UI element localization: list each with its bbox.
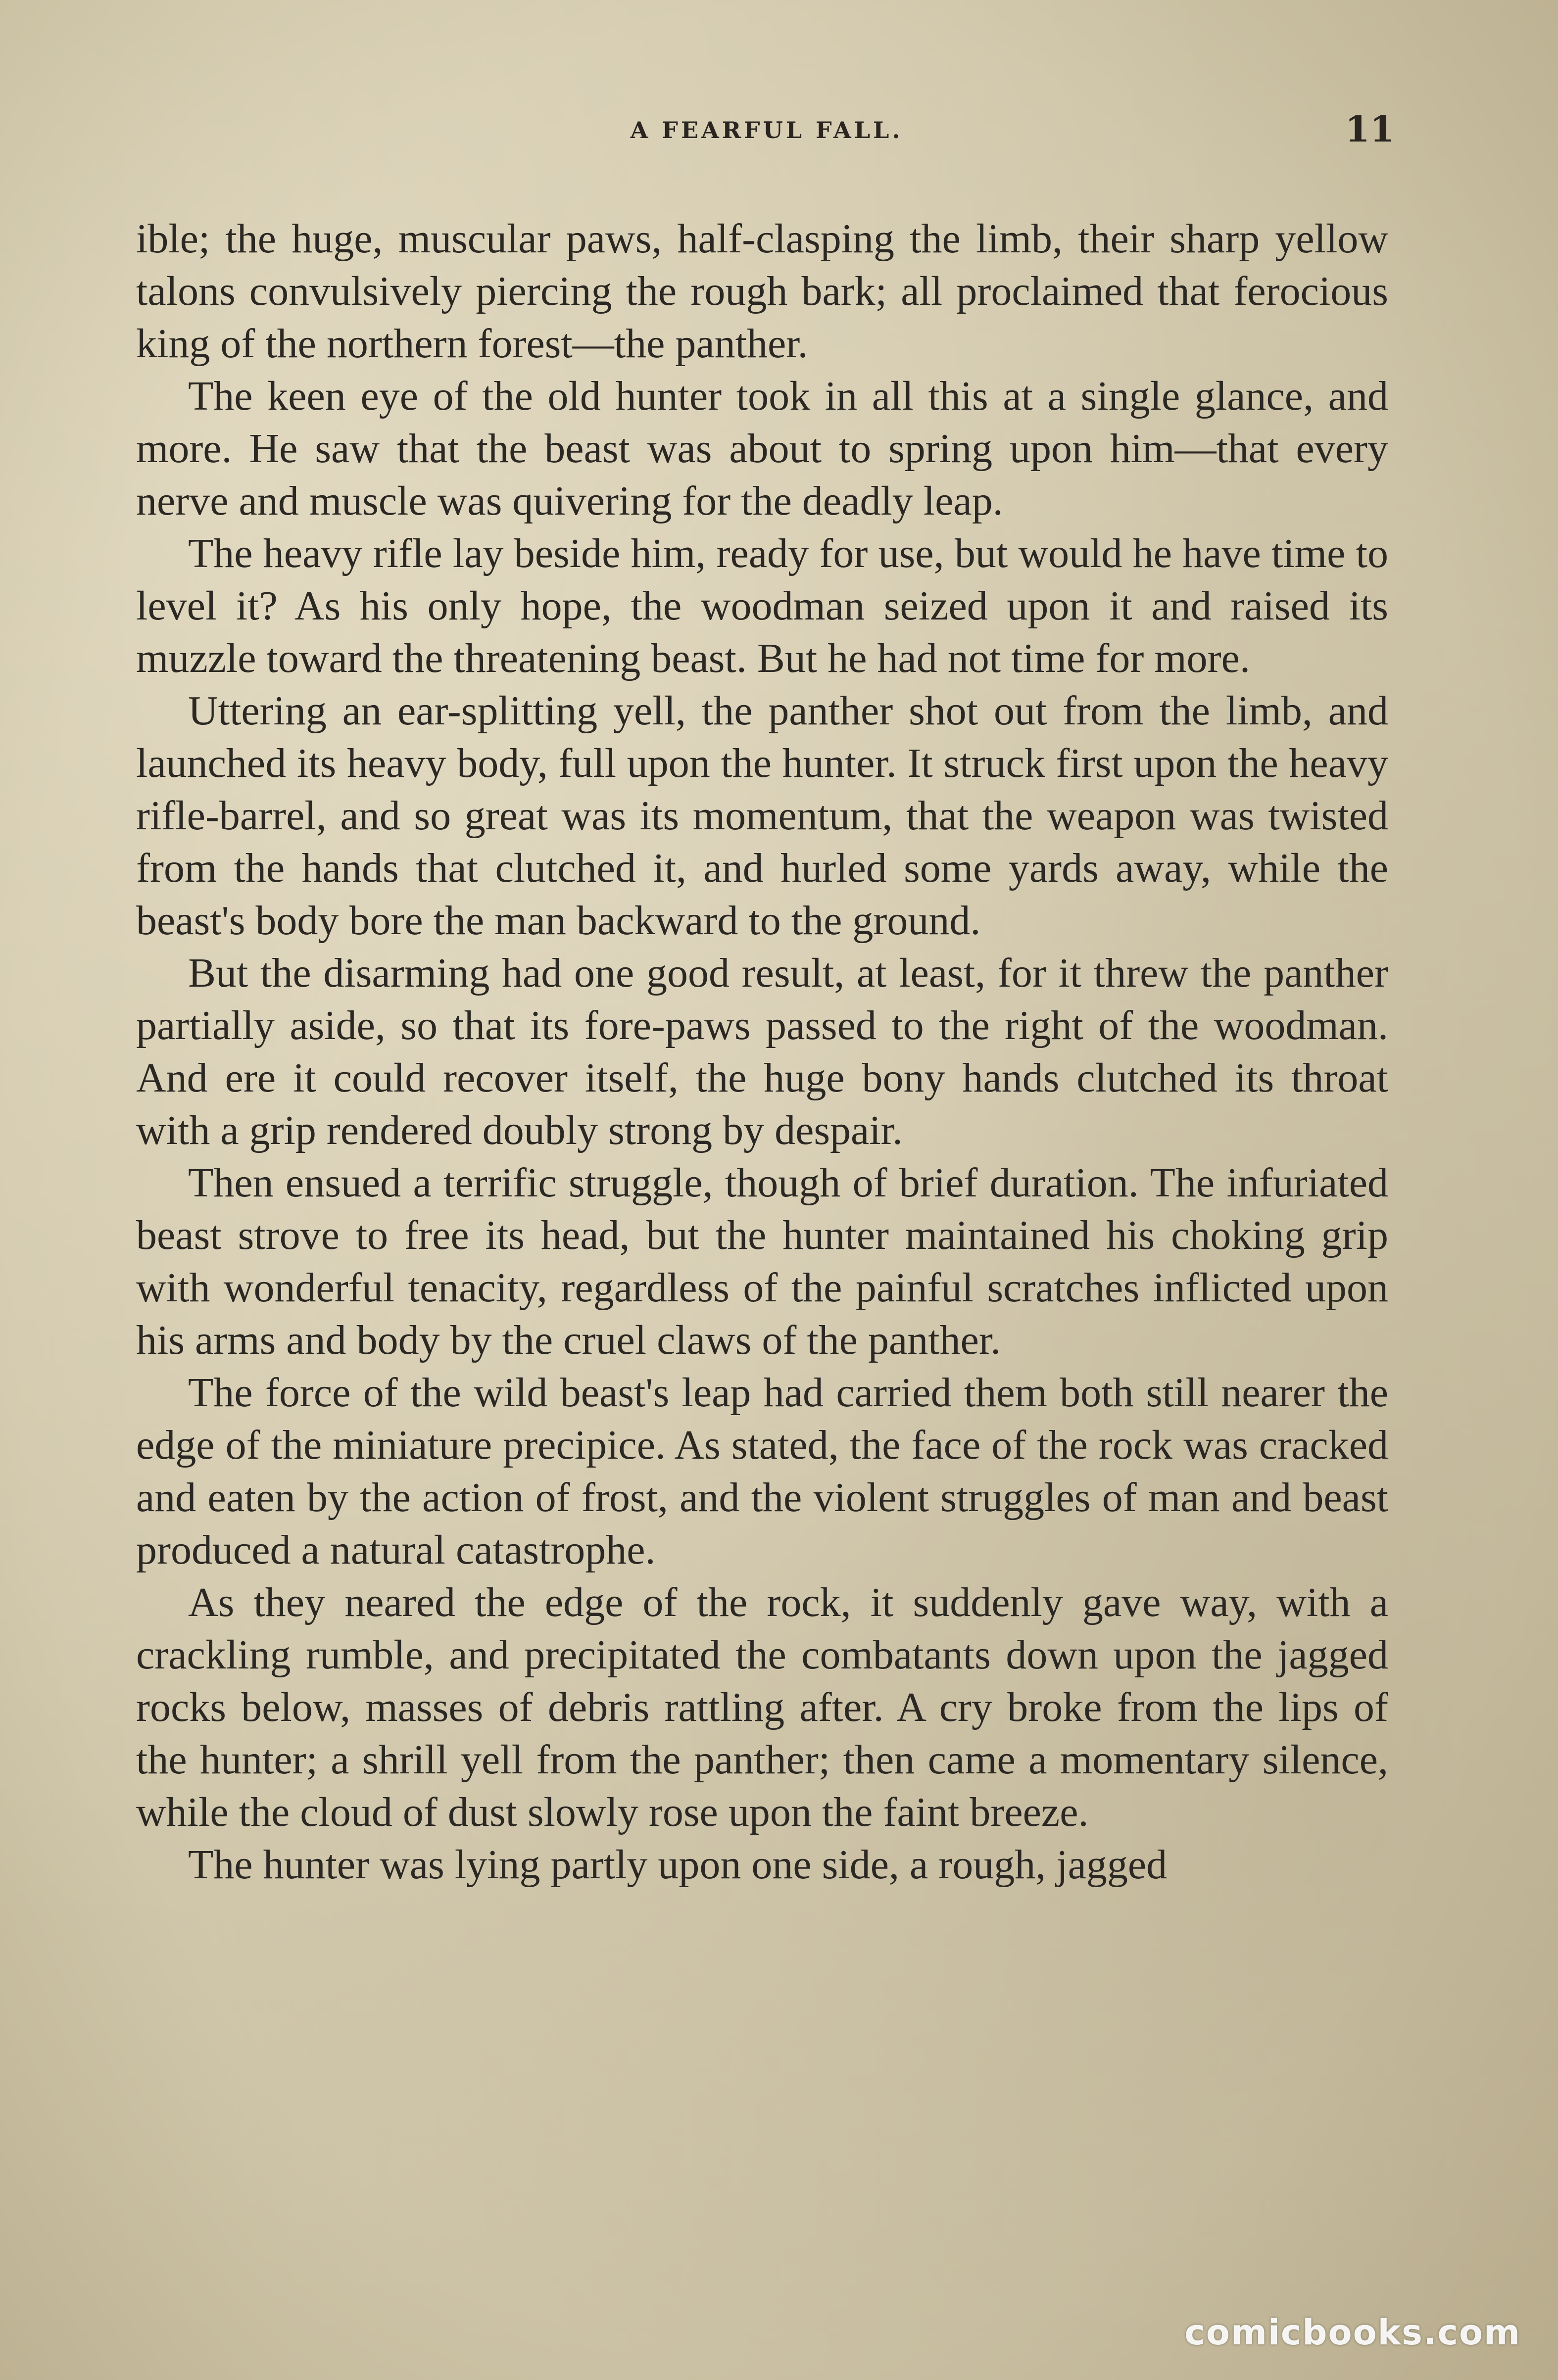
paragraph: The keen eye of the old hunter took in all this at a single glance, and more. He saw that the beast was about to spring upon him—that every nerve and muscle was quivering for the deadly leap. (136, 373, 1388, 524)
watermark: comicbooks.com (1184, 2312, 1521, 2353)
running-title: A FEARFUL FALL. (630, 117, 903, 143)
paragraph: The heavy rifle lay beside him, ready for use, but would he have time to level it? As his only hope, the woodman seized upon it and raised its muzzle toward the threatening beast. But he had not time for more. (136, 530, 1388, 681)
paragraph: ible; the huge, muscular paws, half-clasping the limb, their sharp yellow talons convulsively piercing the rough bark; all proclaimed that ferocious king of the northern forest—the panther. (136, 216, 1388, 367)
running-head (139, 108, 1395, 152)
paragraph: But the disarming had one good result, at least, for it threw the panther partially aside, so that its fore-paws passed to the right of the woodman. And ere it could recover itself, the huge bony hands clutched its throat with a grip rendered doubly strong by despair. (136, 950, 1388, 1153)
paragraph: The force of the wild beast's leap had carried them both still nearer the edge of the miniature precipice. As stated, the face of the rock was cracked and eaten by the action of frost, and the violent struggles of man and beast produced a natural catastrophe. (136, 1370, 1388, 1573)
paragraph: Uttering an ear-splitting yell, the panther shot out from the limb, and launched its heavy body, full upon the hunter. It struck first upon the heavy rifle-barrel, and so great was its momentum, that the weapon was twisted from the hands that clutched it, and hurled some yards away, while the beast's body bore the man backward to the ground. (136, 688, 1388, 944)
paragraph: The hunter was lying partly upon one side, a rough, jagged (188, 1842, 1168, 1888)
paragraph: Then ensued a terrific struggle, though of brief duration. The infuriated beast strove to free its head, but the hunter maintained his choking grip with wonderful tenacity, regardless of the painful scratches inflicted upon his arms and body by the cruel claws of the panther. (136, 1160, 1388, 1363)
page-number: 11 (1345, 108, 1395, 150)
paragraph: As they neared the edge of the rock, it suddenly gave way, with a crackling rumble, and precipitated the combatants down upon the jagged rocks below, masses of debris rattling after. A cry broke from the lips of the hunter; a shrill yell from the panther; then came a momentary silence, while the cloud of dust slowly rose upon the faint breeze. (136, 1579, 1388, 1835)
body-text (136, 213, 1388, 1891)
